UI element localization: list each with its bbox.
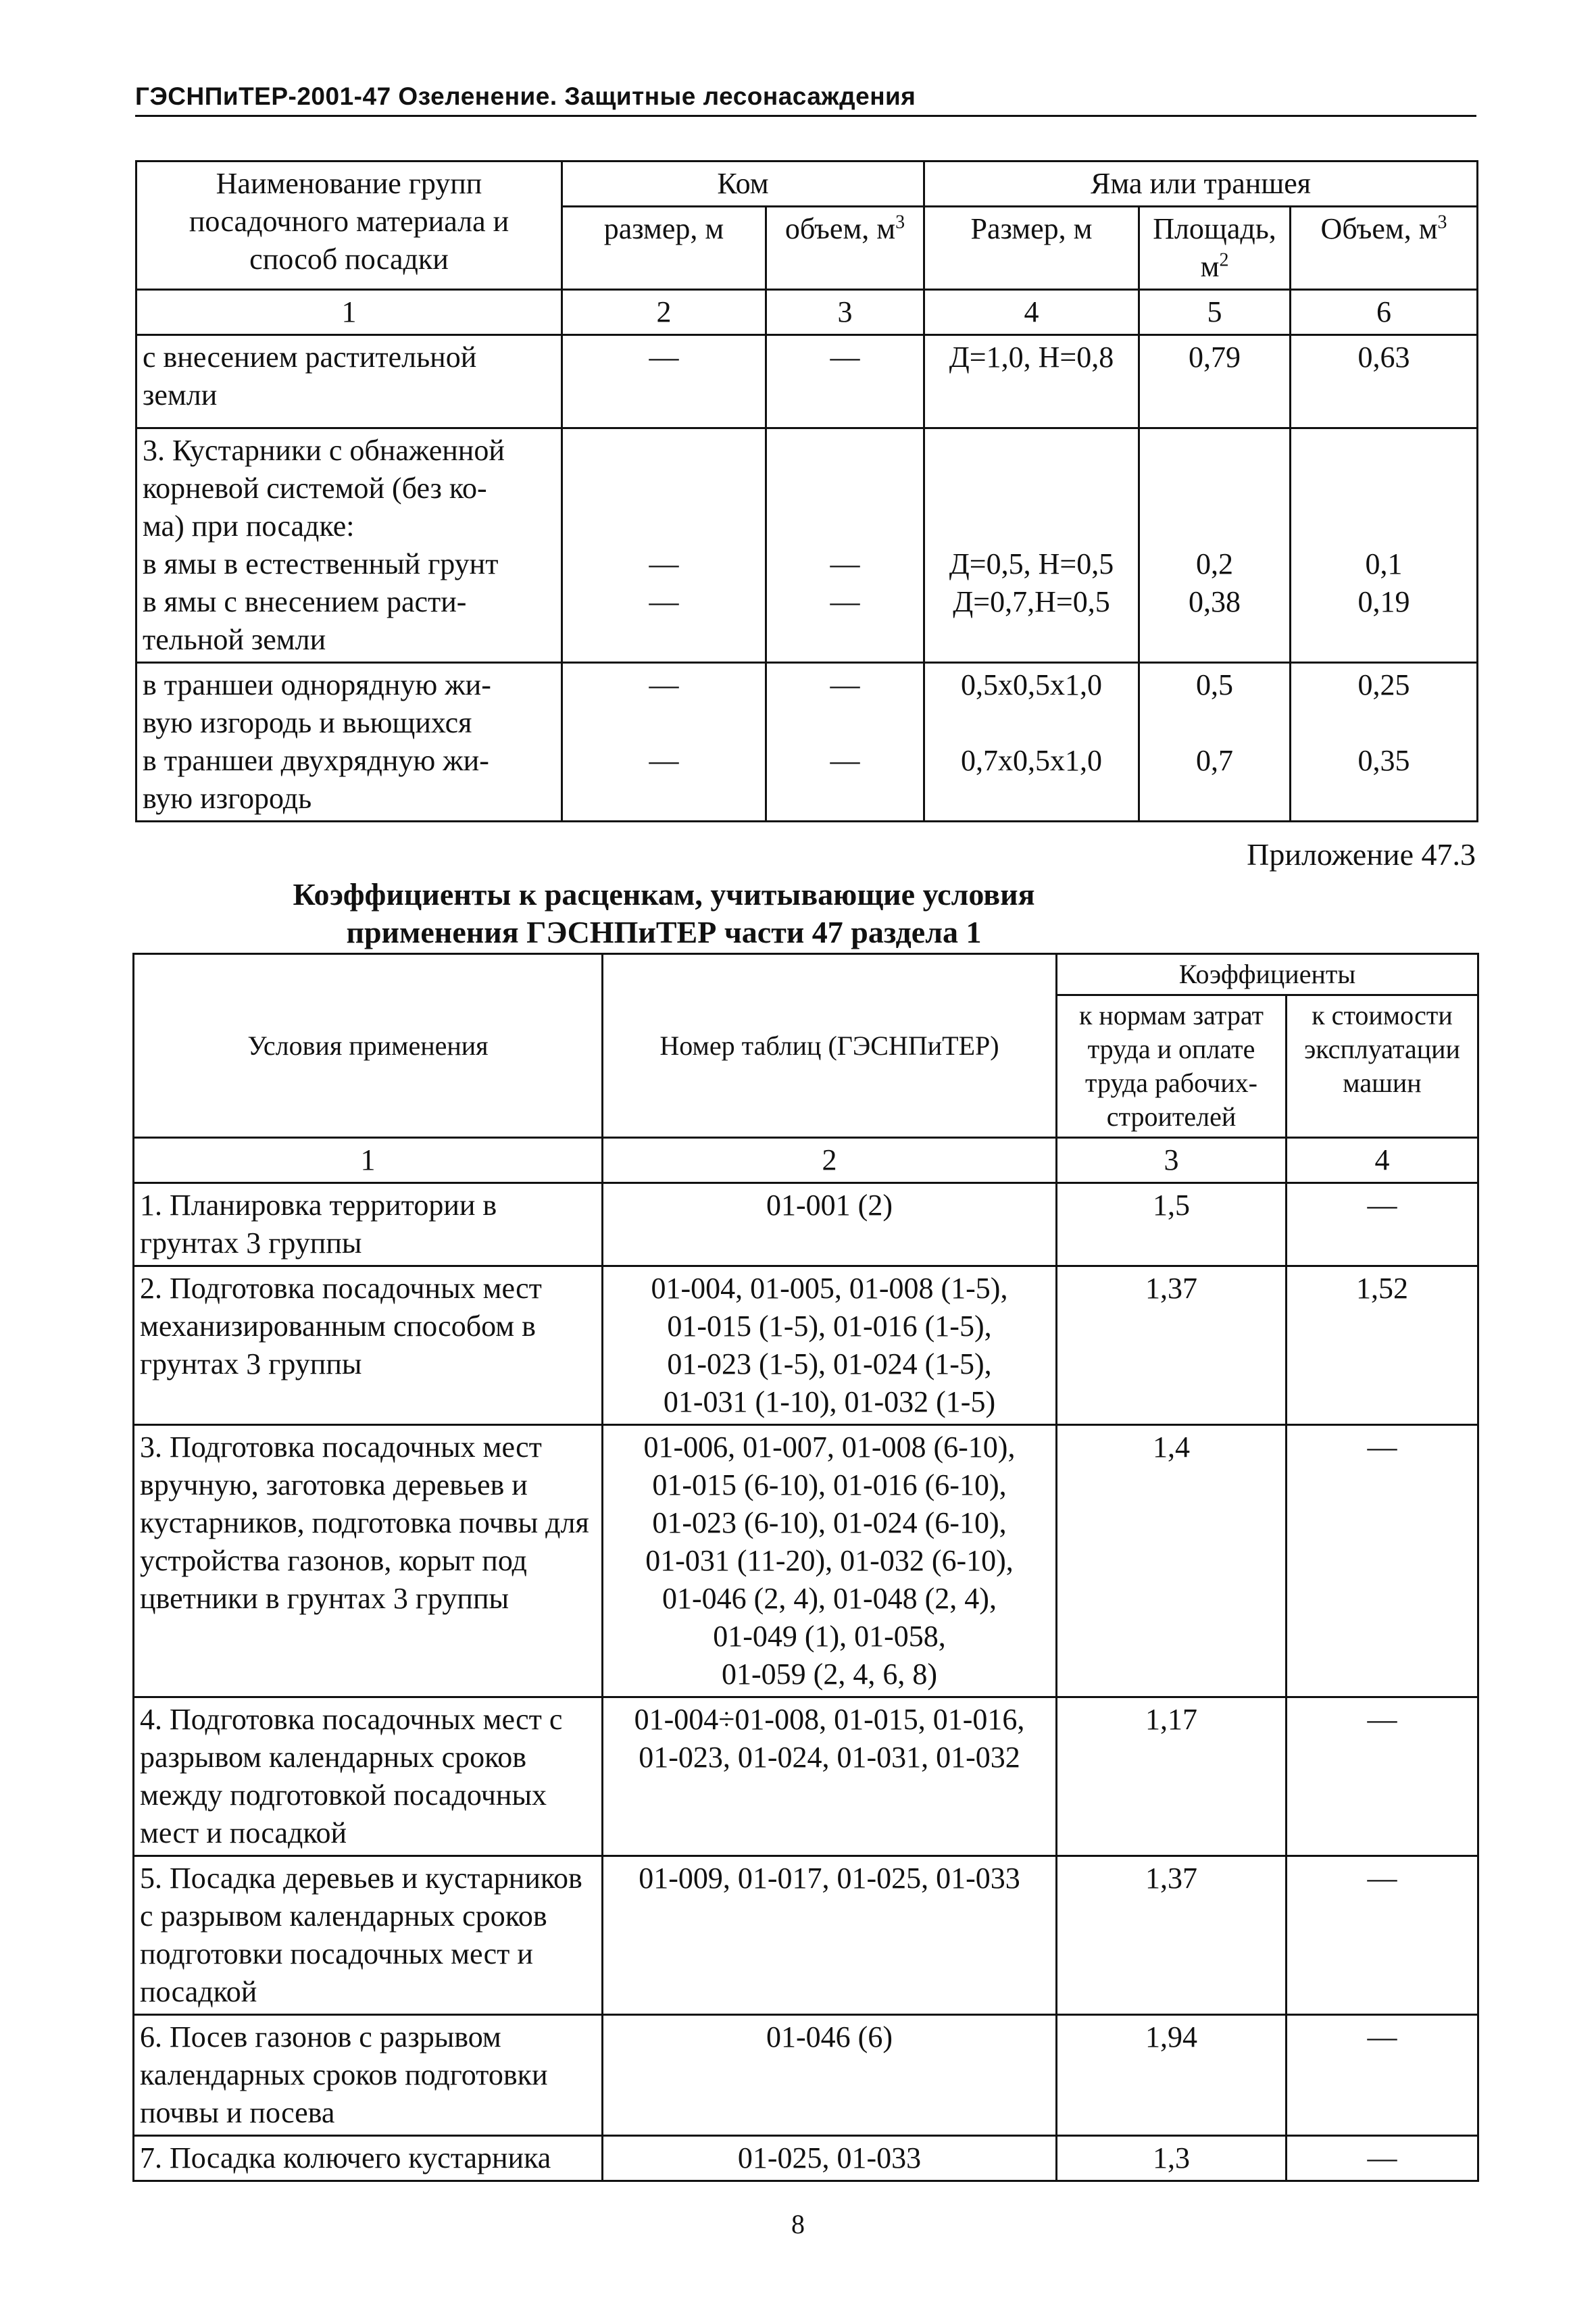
column-number: 4 (1287, 1138, 1478, 1183)
column-number: 5 (1139, 290, 1291, 335)
condition-cell: 6. Посев газонов с разрывом календарных сроков подготовки почвы и посева (134, 2015, 603, 2136)
cell-value: — — (766, 428, 924, 663)
machine-coefficient-cell: — (1287, 1697, 1478, 1856)
condition-cell: 1. Планировка территории в грунтах 3 группы (134, 1183, 603, 1266)
table-number-line: 01-009, 01-017, 01-025, 01-033 (639, 1862, 1020, 1895)
cell-value: — — (562, 428, 766, 663)
table-row (134, 2015, 1478, 2136)
machine-coefficient-cell: — (1287, 1183, 1478, 1266)
cell-value: 0,5х0,5х1,0 0,7х0,5х1,0 (924, 663, 1139, 822)
header-cell-conditions: Условия применения (134, 954, 603, 1138)
table-number-line: 01-006, 01-007, 01-008 (6-10), (643, 1430, 1016, 1464)
table-row (134, 1856, 1478, 2015)
cell-value: Д=1,0, Н=0,8 (924, 335, 1139, 428)
column-number: 2 (562, 290, 766, 335)
table-row (134, 1697, 1478, 1856)
header-cell-yama: Яма или траншея (924, 161, 1478, 207)
cell-value: 0,1 0,19 (1291, 428, 1478, 663)
table-numbers-cell (603, 2136, 1057, 2181)
table-number-line: 01-023, 01-024, 01-031, 01-032 (639, 1741, 1020, 1774)
header-cell-coefficients: Коэффициенты (1057, 954, 1478, 995)
labor-coefficient-cell: 1,37 (1057, 1266, 1287, 1425)
coefficients-table (132, 953, 1479, 2182)
row-name: 3. Кустарники с обнаженной корневой системой (без ко- ма) при посадке: в ямы в естественный грунт в ямы с внесением расти- тельной земли (136, 428, 562, 663)
cell-value: 0,63 (1291, 335, 1478, 428)
table-row (134, 1266, 1478, 1425)
column-number: 1 (134, 1138, 603, 1183)
header-cell-pit-volume: Объем, $м^3$ (1291, 207, 1478, 290)
cell-value: — (766, 335, 924, 428)
cell-value: — (562, 335, 766, 428)
header-cell-size: размер, м (562, 207, 766, 290)
table-row (134, 2136, 1478, 2181)
condition-cell: 3. Подготовка посадочных мест вручную, заготовка деревьев и кустарников, подготовка почвы для устройства газонов, корыт под цветники в грунтах 3 группы (134, 1425, 603, 1697)
header-cell-machines: к стоимости эксплуатации машин (1287, 995, 1478, 1138)
machine-coefficient-cell: — (1287, 2015, 1478, 2136)
column-number: 4 (924, 290, 1139, 335)
row-name: с внесением растительной земли (136, 335, 562, 428)
header-cell-area: Площадь, $м^2$ (1139, 207, 1291, 290)
labor-coefficient-cell: 1,17 (1057, 1697, 1287, 1856)
table-number-line: 01-023 (1-5), 01-024 (1-5), (667, 1347, 992, 1380)
table-number-line: 01-046 (6) (766, 2020, 893, 2053)
section-title: Коэффициенты к расценкам, учитывающие условия применения ГЭСНПиТЕР части 47 раздела 1 (293, 877, 1035, 949)
table-number-line: 01-015 (1-5), 01-016 (1-5), (667, 1310, 992, 1343)
labor-coefficient-cell: 1,94 (1057, 2015, 1287, 2136)
table-row (134, 1425, 1478, 1697)
header-cell-kom: Ком (562, 161, 924, 207)
condition-cell: 7. Посадка колючего кустарника (134, 2136, 603, 2181)
header-cell-name: Наименование групп посадочного материала и способ посадки (136, 161, 562, 290)
labor-coefficient-cell: 1,5 (1057, 1183, 1287, 1266)
cell-value: 0,79 (1139, 335, 1291, 428)
header-cell-volume: объем, $м^3$ (766, 207, 924, 290)
cell-value: 0,2 0,38 (1139, 428, 1291, 663)
cell-value: 0,5 0,7 (1139, 663, 1291, 822)
table-number-line: 01-059 (2, 4, 6, 8) (722, 1658, 937, 1691)
table-row (136, 335, 1478, 428)
column-number: 6 (1291, 290, 1478, 335)
header-cell-labor: к нормам затрат труда и оплате труда рабочих-строителей (1057, 995, 1287, 1138)
table-numbers-cell (603, 1183, 1057, 1266)
table-number-line: 01-046 (2, 4), 01-048 (2, 4), (662, 1582, 997, 1615)
cell-value: 0,25 0,35 (1291, 663, 1478, 822)
condition-cell: 4. Подготовка посадочных мест с разрывом календарных сроков между подготовкой посадочных мест и посадкой (134, 1697, 603, 1856)
running-header: ГЭСНПиТЕР-2001-47 Озеленение. Защитные лесонасаждения (135, 82, 1476, 117)
table-number-line: 01-031 (11-20), 01-032 (6-10), (645, 1544, 1014, 1577)
table-numbers-cell (603, 1697, 1057, 1856)
column-number: 2 (603, 1138, 1057, 1183)
cell-value: — — (766, 663, 924, 822)
machine-coefficient-cell: — (1287, 2136, 1478, 2181)
table-number-line: 01-004÷01-008, 01-015, 01-016, (634, 1703, 1025, 1736)
table-numbers-cell (603, 1425, 1057, 1697)
cell-value: Д=0,5, Н=0,5 Д=0,7,Н=0,5 (924, 428, 1139, 663)
table-row (136, 428, 1478, 663)
table-row (134, 1183, 1478, 1266)
machine-coefficient-cell: 1,52 (1287, 1266, 1478, 1425)
labor-coefficient-cell: 1,37 (1057, 1856, 1287, 2015)
labor-coefficient-cell: 1,3 (1057, 2136, 1287, 2181)
condition-cell: 5. Посадка деревьев и кустарников с разрывом календарных сроков подготовки посадочных мест и посадкой (134, 1856, 603, 2015)
table-number-line: 01-023 (6-10), 01-024 (6-10), (652, 1506, 1007, 1539)
table-number-line: 01-001 (2) (766, 1189, 893, 1222)
header-cell-table-numbers: Номер таблиц (ГЭСНПиТЕР) (603, 954, 1057, 1138)
column-number: 1 (136, 290, 562, 335)
column-number: 3 (766, 290, 924, 335)
table-numbers-cell (603, 2015, 1057, 2136)
table-number-line: 01-049 (1), 01-058, (713, 1620, 946, 1653)
appendix-label: Приложение 47.3 (1247, 837, 1476, 872)
column-number: 3 (1057, 1138, 1287, 1183)
row-name: в траншеи однорядную жи- вую изгородь и вьющихся в траншеи двухрядную жи- вую изгородь (136, 663, 562, 822)
header-cell-pit-size: Размер, м (924, 207, 1139, 290)
machine-coefficient-cell: — (1287, 1425, 1478, 1697)
table-number-line: 01-015 (6-10), 01-016 (6-10), (652, 1468, 1007, 1501)
table-row (136, 663, 1478, 822)
machine-coefficient-cell: — (1287, 1856, 1478, 2015)
table-number-line: 01-004, 01-005, 01-008 (1-5), (651, 1272, 1008, 1305)
table-numbers-cell (603, 1266, 1057, 1425)
labor-coefficient-cell: 1,4 (1057, 1425, 1287, 1697)
table-number-line: 01-031 (1-10), 01-032 (1-5) (663, 1385, 996, 1418)
page-number: 8 (791, 2209, 805, 2239)
condition-cell: 2. Подготовка посадочных мест механизированным способом в грунтах 3 группы (134, 1266, 603, 1425)
table-number-line: 01-025, 01-033 (737, 2141, 922, 2174)
planting-dimensions-table (135, 160, 1478, 822)
table-numbers-cell (603, 1856, 1057, 2015)
cell-value: — — (562, 663, 766, 822)
